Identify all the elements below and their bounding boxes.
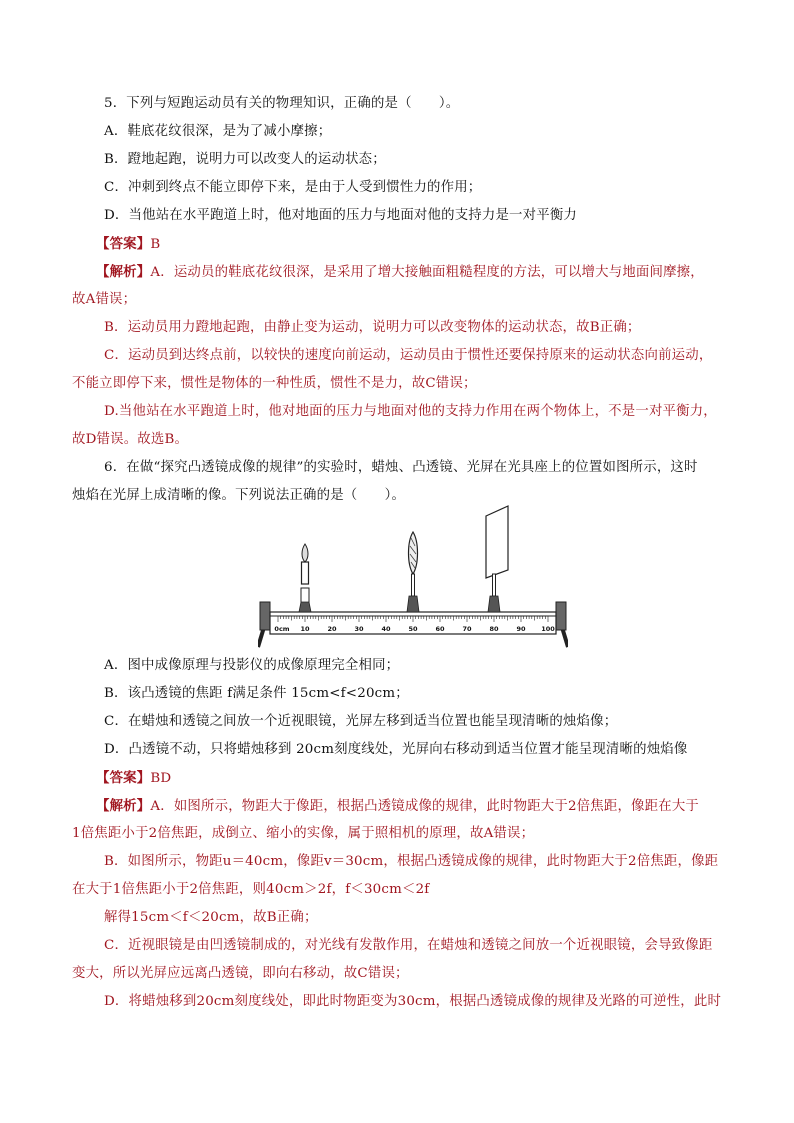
q5-option-d: D．当他站在水平跑道上时，他对地面的压力与地面对他的支持力是一对平衡力 [104,208,578,223]
q5-answer [96,234,160,255]
q6-analysis-line-5: 解得15cm＜f＜20cm，故B正确； [104,910,318,925]
ruler-tick-label: 20 [327,625,337,633]
q5-answer-value: B [150,237,161,252]
q6-option-a: A．图中成像原理与投影仪的成像原理完全相同； [104,658,400,673]
q5-analysis-line-2: 故A错误； [72,292,137,307]
q5-analysis-line-7: 故D错误。故选B。 [72,432,189,447]
lens-holder-base [407,596,419,612]
ruler-tick-label: 10 [300,625,310,633]
ruler-tick-label: 0cm [274,625,290,633]
screen-panel [486,506,508,578]
q5-analysis-label: 【解析】 [96,264,151,280]
optical-bench-figure [258,502,568,652]
candle-flame [302,544,308,562]
lens-stem [412,574,415,596]
q6-stem-line-2: 烛焰在光屏上成清晰的像。下列说法正确的是（ ）。 [72,488,406,503]
q6-answer-value: BD [150,771,172,786]
ruler-tick-label: 80 [489,625,499,633]
q6-option-d: D．凸透镜不动，只将蜡烛移到 20cm刻度线处，光屏向右移动到适当位置才能呈现清晰的烛焰像 [104,742,688,757]
q5-option-c: C．冲刺到终点不能立即停下来，是由于人受到惯性力的作用； [104,180,482,195]
bench-right-end [556,602,566,630]
q6-analysis-line-7: 变大，所以光屏应远离凸透镜，即向右移动，故C错误； [72,966,409,981]
q6-option-b: B．该凸透镜的焦距 f满足条件 15cm<f<20cm； [104,686,409,701]
candle-body [302,562,309,584]
ruler-tick-label: 50 [408,625,418,633]
ruler-tick-label: 30 [354,625,364,633]
q6-analysis-line-1 [96,796,699,817]
q5-analysis-line-6: D.当他站在水平跑道上时，他对地面的压力与地面对他的支持力作用在两个物体上，不是一对平衡力， [104,404,717,419]
q6-analysis-line-2: 1倍焦距小于2倍焦距，成倒立、缩小的实像，属于照相机的原理，故A错误； [72,826,535,841]
ruler-tick-label: 60 [435,625,445,633]
convex-lens [407,532,419,612]
q6-analysis-line-4: 在大于1倍焦距小于2倍焦距，则40cm＞2f，f＜30cm＜2f [72,882,430,897]
q6-analysis-line-6: C．近视眼镜是由凹透镜制成的，对光线有发散作用，在蜡烛和透镜之间放一个近视眼镜，会导致像距 [104,938,713,953]
q5-analysis-text-1: A．运动员的鞋底花纹很深，是采用了增大接触面粗糙程度的方法，可以增大与地面间摩擦， [150,265,704,280]
q6-analysis-label: 【解析】 [96,798,151,814]
q5-analysis-line-5: 不能立即停下来，惯性是物体的一种性质，惯性不是力，故C错误； [72,376,477,391]
q5-option-a: A．鞋底花纹很深，是为了减小摩擦； [104,124,332,139]
ruler-tick-label: 70 [462,625,472,633]
q5-analysis-line-4: C．运动员到达终点前，以较快的速度向前运动，运动员由于惯性还要保持原来的运动状态向前运动， [104,348,713,363]
bench-left-end [260,602,270,630]
q6-answer [96,768,171,789]
screen-holder-base [488,596,500,612]
ruler-tick-label: 100 [541,625,555,633]
screen-stem [493,574,496,596]
lens-body [409,532,418,574]
q6-option-c: C．在蜡烛和透镜之间放一个近视眼镜，光屏左移到适当位置也能呈现清晰的烛焰像； [104,714,618,729]
ruler-tick-label: 90 [516,625,526,633]
q6-stem-line-1: 6．在做“探究凸透镜成像的规律”的实验时，蜡烛、凸透镜、光屏在光具座上的位置如图所示，这时 [104,460,698,475]
q6-analysis-line-3: B．如图所示，物距u＝40cm，像距v＝30cm，根据凸透镜成像的规律，此时物距大于2倍焦距，像距 [104,854,719,869]
q5-analysis-line-3: B．运动员用力蹬地起跑，由静止变为运动，说明力可以改变物体的运动状态，故B正确； [104,320,641,335]
candle-holder-base [299,602,311,612]
q5-stem: 5．下列与短跑运动员有关的物理知识，正确的是（ ）。 [104,96,460,111]
q5-option-b: B．蹬地起跑，说明力可以改变人的运动状态； [104,152,386,167]
q5-analysis-line-1 [96,262,704,283]
ruler-tick-label: 40 [381,625,391,633]
q6-analysis-line-8: D．将蜡烛移到20cm刻度线处，即此时物距变为30cm，根据凸透镜成像的规律及光路的可逆性，此时 [104,994,722,1009]
candle [299,544,311,612]
q6-analysis-text-1: A．如图所示，物距大于像距，根据凸透镜成像的规律，此时物距大于2倍焦距，像距在大于 [150,799,699,814]
light-screen [486,506,508,612]
q6-answer-label: 【答案】 [96,770,151,786]
q5-answer-label: 【答案】 [96,236,151,252]
